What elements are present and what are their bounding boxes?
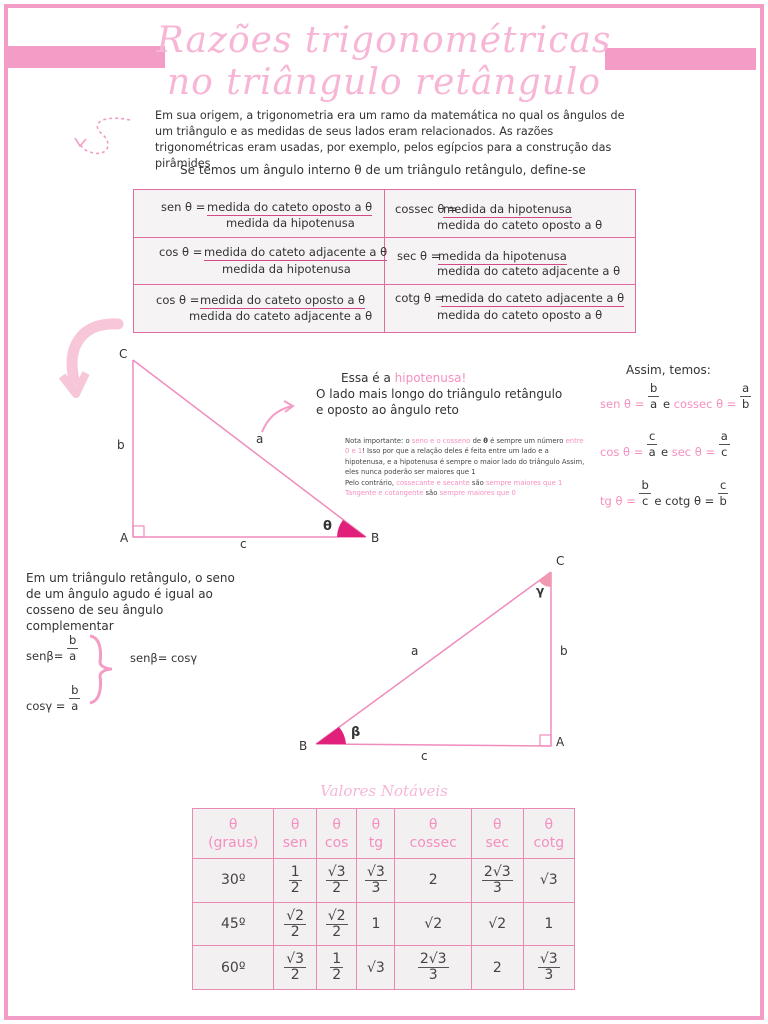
ratio-den: medida do cateto adjacente a θ	[189, 309, 373, 324]
complement-s1: senβ= $\frac{b}{a}$	[26, 633, 77, 663]
page-title-line1: Razões trigonométricas	[156, 20, 612, 61]
value-cell: 1	[357, 902, 395, 946]
page-title-line2: no triângulo retângulo	[166, 62, 602, 103]
t2-label-gamma: γ	[536, 584, 545, 598]
t2-label-A: A	[556, 735, 565, 749]
t2-label-a: a	[411, 644, 419, 658]
t1-label-A: A	[120, 531, 129, 545]
values-title: Valores Notáveis	[320, 782, 448, 800]
values-header-row	[193, 809, 575, 859]
assim-r2: cos θ = $\frac{c}{a}$ e sec θ = $\frac{a}{c}$	[600, 429, 728, 459]
value-cell: √2	[472, 902, 524, 946]
value-cell: $\frac{2√3}{3}$	[472, 859, 524, 903]
value-cell: 2	[395, 859, 472, 903]
hyp-line2: O lado mais longo do triângulo retângulo	[316, 387, 563, 401]
t1-label-a: a	[256, 432, 264, 446]
values-row	[193, 902, 575, 946]
ratio-den: medida da hipotenusa	[222, 261, 351, 276]
values-row	[193, 946, 575, 990]
ratio-den: medida da hipotenusa	[226, 216, 355, 230]
ratio-num: medida do cateto adjacente a θ	[204, 244, 388, 259]
t1-label-b: b	[117, 438, 125, 452]
t2-label-B: B	[299, 739, 308, 753]
value-cell: $\frac{√2}{2}$	[316, 902, 357, 946]
value-cell: $\frac{√3}{2}$	[316, 859, 357, 903]
header-cell: θ cotg	[523, 809, 574, 859]
intro-text: Em sua origem, a trigonometria era um ramo da matemática no qual os ângulos de um triângulo e as medidas de seus lados eram relacionados. As razões trigonométricas eram usadas, por exemplo, pelos egípcios para a construção das pirâmides	[155, 109, 625, 170]
ratio-lhs: cotg θ =	[395, 291, 445, 306]
ratio-den: medida do cateto oposto a θ	[437, 218, 603, 232]
value-cell: $\frac{√2}{2}$	[274, 902, 316, 946]
t1-label-C: C	[119, 347, 128, 361]
hyp-word: hipotenusa!	[394, 371, 467, 385]
hypotenuse-callout	[316, 370, 562, 418]
hyp-pre: Essa é a	[341, 371, 391, 385]
ratio-num: medida da hipotenusa	[438, 248, 567, 263]
value-cell: $\frac{√3}{2}$	[274, 946, 316, 990]
header-cell: θ sen	[274, 809, 316, 859]
assim-r1: sen θ = $\frac{b}{a}$ e cossec θ = $\frac{a}{b}$	[600, 381, 750, 411]
header-cell: θ tg	[357, 809, 395, 859]
ratio-num: medida do cateto oposto a θ	[207, 200, 373, 214]
t2-label-b: b	[560, 644, 568, 658]
t2-label-beta: β	[351, 725, 361, 740]
t1-label-c: c	[240, 537, 247, 551]
value-cell: √3	[357, 946, 395, 990]
value-cell: √3	[523, 859, 574, 903]
complement-text: Em um triângulo retângulo, o seno de um ângulo agudo é igual ao cosseno de seu ângulo complementar	[26, 571, 235, 633]
ratio-den: medida do cateto adjacente a θ	[437, 263, 621, 278]
assim-title: Assim, temos:	[626, 363, 711, 377]
ratio-lhs: cossec θ =	[395, 202, 458, 216]
value-cell: $\frac{1}{2}$	[274, 859, 316, 903]
ratio-num: medida do cateto adjacente a θ	[441, 291, 625, 306]
t2-label-c: c	[421, 749, 428, 763]
value-cell: 2	[472, 946, 524, 990]
value-cell: $\frac{1}{2}$	[316, 946, 357, 990]
define-text: Se temos um ângulo interno θ de um triângulo retângulo, define-se	[180, 163, 586, 177]
value-cell: √2	[395, 902, 472, 946]
ratio-lhs: sec θ =	[397, 248, 441, 263]
ratio-lhs: sen θ =	[161, 200, 206, 214]
complement-s2: cosγ = $\frac{b}{a}$	[26, 683, 79, 713]
value-cell: 30º	[193, 859, 274, 903]
value-cell: $\frac{√3}{3}$	[357, 859, 395, 903]
value-cell: $\frac{2√3}{3}$	[395, 946, 472, 990]
important-note: Nota importante: o seno e o cosseno de θ é sempre um número entre 0 e 1! Isso por que a relação deles é feita entre um lado e a hipotenusa, e a hipotenusa é sempre o maior lado do triângulo Assim, eles nunca poderão ser maiores que 1 Pelo contrário, cossecante e secante são sempre maiores que 1 Tangente e cotangente são sempre maiores que 0	[345, 437, 585, 498]
ratio-num: medida da hipotenusa	[443, 202, 572, 216]
complement-eq: senβ= cosγ	[130, 651, 198, 665]
t1-label-B: B	[371, 531, 380, 545]
values-row	[193, 859, 575, 903]
value-cell: 45º	[193, 902, 274, 946]
value-cell: 1	[523, 902, 574, 946]
ratio-lhs: cos θ =	[156, 293, 200, 308]
t2-label-C: C	[556, 554, 565, 568]
t1-label-theta: θ	[323, 519, 332, 534]
values-table	[192, 808, 575, 990]
header-cell: θ cossec	[395, 809, 472, 859]
ratio-lhs: cos θ =	[159, 244, 203, 259]
ratio-den: medida do cateto oposto a θ	[437, 308, 603, 323]
ratio-num: medida do cateto oposto a θ	[200, 293, 366, 308]
value-cell: $\frac{√3}{3}$	[523, 946, 574, 990]
header-cell: θ sec	[472, 809, 524, 859]
value-cell: 60º	[193, 946, 274, 990]
brace-icon	[86, 632, 116, 707]
hyp-line3: e oposto ao ângulo reto	[316, 403, 459, 417]
header-cell: θ (graus)	[193, 809, 274, 859]
assim-r3: tg θ = $\frac{b}{c}$ e cotg θ = $\frac{c}{b}$	[600, 478, 727, 508]
header-cell: θ cos	[316, 809, 357, 859]
